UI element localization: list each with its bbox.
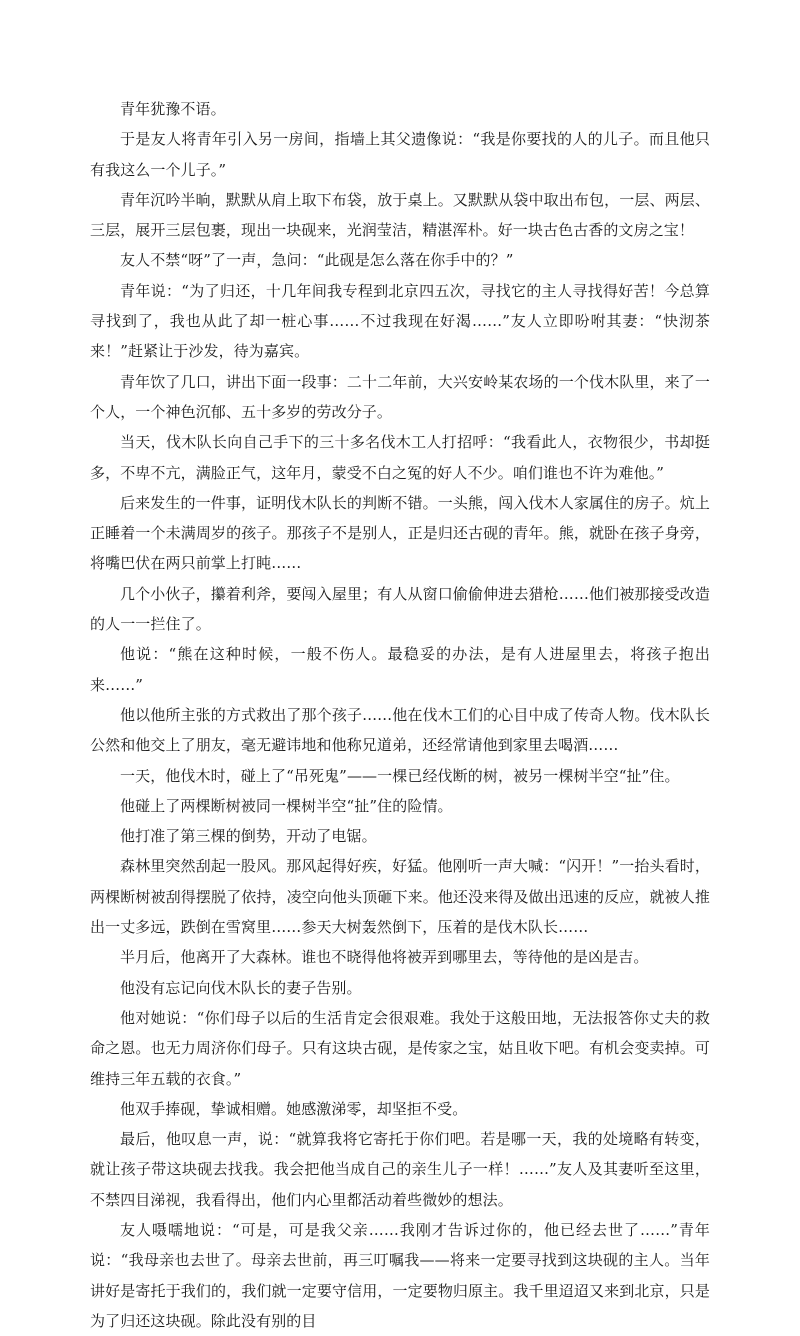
paragraph: 森林里突然刮起一股风。那风起得好疾，好猛。他刚听一声大喊：“闪开！”一抬头看时，两棵断树被刮得摆脱了依持，凌空向他头顶砸下来。他还没来得及做出迅速的反应，就被人推出一丈多远，跌倒在雪窝里……参天大树轰然倒下，压着的是伐木队长……: [90, 857, 710, 937]
paragraph: 他说：“熊在这种时候，一般不伤人。最稳妥的办法，是有人进屋里去，将孩子抱出来……”: [90, 645, 710, 694]
article-body: [90, 94, 710, 1336]
paragraph: 友人不禁“呀”了一声，急问：“此砚是怎么落在你手中的？”: [120, 251, 514, 270]
paragraph: 几个小伙子，攥着利斧，要闯入屋里；有人从窗口偷偷伸进去猎枪……他们被那接受改造的人一一拦住了。: [90, 584, 710, 634]
paragraph: 他打准了第三棵的倒势，开动了电锯。: [120, 827, 377, 846]
paragraph: 后来发生的一件事，证明伐木队长的判断不错。一头熊，闯入伐木人家属住的房子。炕上正睡着一个未满周岁的孩子。那孩子不是别人，正是归还古砚的青年。熊，就卧在孩子身旁，将嘴巴伏在两只前掌上打盹……: [90, 493, 710, 573]
paragraph: 他没有忘记向伐木队长的妻子告别。: [120, 978, 362, 997]
paragraph: 青年犹豫不语。: [120, 100, 226, 118]
paragraph: 他对她说：“你们母子以后的生活肯定会很艰难。我处于这般田地，无法报答你丈夫的救命之恩。也无力周济你们母子。只有这块古砚，是传家之宝，姑且收下吧。有机会变卖掉。可维持三年五载的衣食。”: [90, 1008, 710, 1088]
paragraph: 友人嗫嚅地说：“可是，可是我父亲……我刚才告诉过你的，他已经去世了……”青年说：“我母亲也去世了。母亲去世前，再三叮嘱我——将来一定要寻找到这块砚的主人。当年讲好是寄托于我们的，我们就一定要守信用，一定要物归原主。我千里迢迢又来到北京，只是为了归还这块砚。除此没有别的目: [90, 1220, 710, 1330]
paragraph: 他双手捧砚，挚诚相赠。她感激涕零，却坚拒不受。: [120, 1099, 468, 1118]
paragraph: 青年饮了几口，讲出下面一段事：二十二年前，大兴安岭某农场的一个伐木队里，来了一个人，一个神色沉郁、五十多岁的劳改分子。: [90, 372, 710, 421]
paragraph: 一天，他伐木时，碰上了“吊死鬼”——一棵已经伐断的树，被另一棵树半空“扯”住。: [120, 766, 680, 785]
paragraph: 最后，他叹息一声，说：“就算我将它寄托于你们吧。若是哪一天，我的处境略有转变，就让孩子带这块砚去找我。我会把他当成自己的亲生儿子一样！……”友人及其妻听至这里，不禁四目涕视，我看得出，他们内心里都活动着些微妙的想法。: [90, 1130, 710, 1209]
paragraph: 于是友人将青年引入另一房间，指墙上其父遗像说：“我是你要找的人的儿子。而且他只有我这么一个儿子。”: [90, 130, 710, 179]
paragraph: 他碰上了两棵断树被同一棵树半空“扯”住的险情。: [120, 796, 453, 815]
paragraph: 他以他所主张的方式救出了那个孩子……他在伐木工们的心目中成了传奇人物。伐木队长公然和他交上了朋友，毫无避讳地和他称兄道弟，还经常请他到家里去喝酒……: [90, 705, 710, 755]
paragraph: 青年沉吟半晌，默默从肩上取下布袋，放于桌上。又默默从袋中取出布包，一层、两层、三层，展开三层包裹，现出一块砚来，光润莹洁，精湛浑朴。好一块古色古香的文房之宝！: [90, 190, 710, 240]
paragraph: 青年说：“为了归还，十几年间我专程到北京四五次，寻找它的主人寻找得好苦！今总算寻找到了，我也从此了却一桩心事……不过我现在好渴……”友人立即吩咐其妻：“快沏茶来！”赶紧让于沙发，待为嘉宾。: [90, 281, 710, 361]
paragraph: 当天，伐木队长向自己手下的三十多名伐木工人打招呼：“我看此人，衣物很少，书却挺多，不卑不亢，满脸正气，这年月，蒙受不白之冤的好人不少。咱们谁也不许为难他。”: [90, 433, 710, 482]
paragraph: 半月后，他离开了大森林。谁也不晓得他将被弄到哪里去，等待他的是凶是吉。: [120, 948, 649, 967]
